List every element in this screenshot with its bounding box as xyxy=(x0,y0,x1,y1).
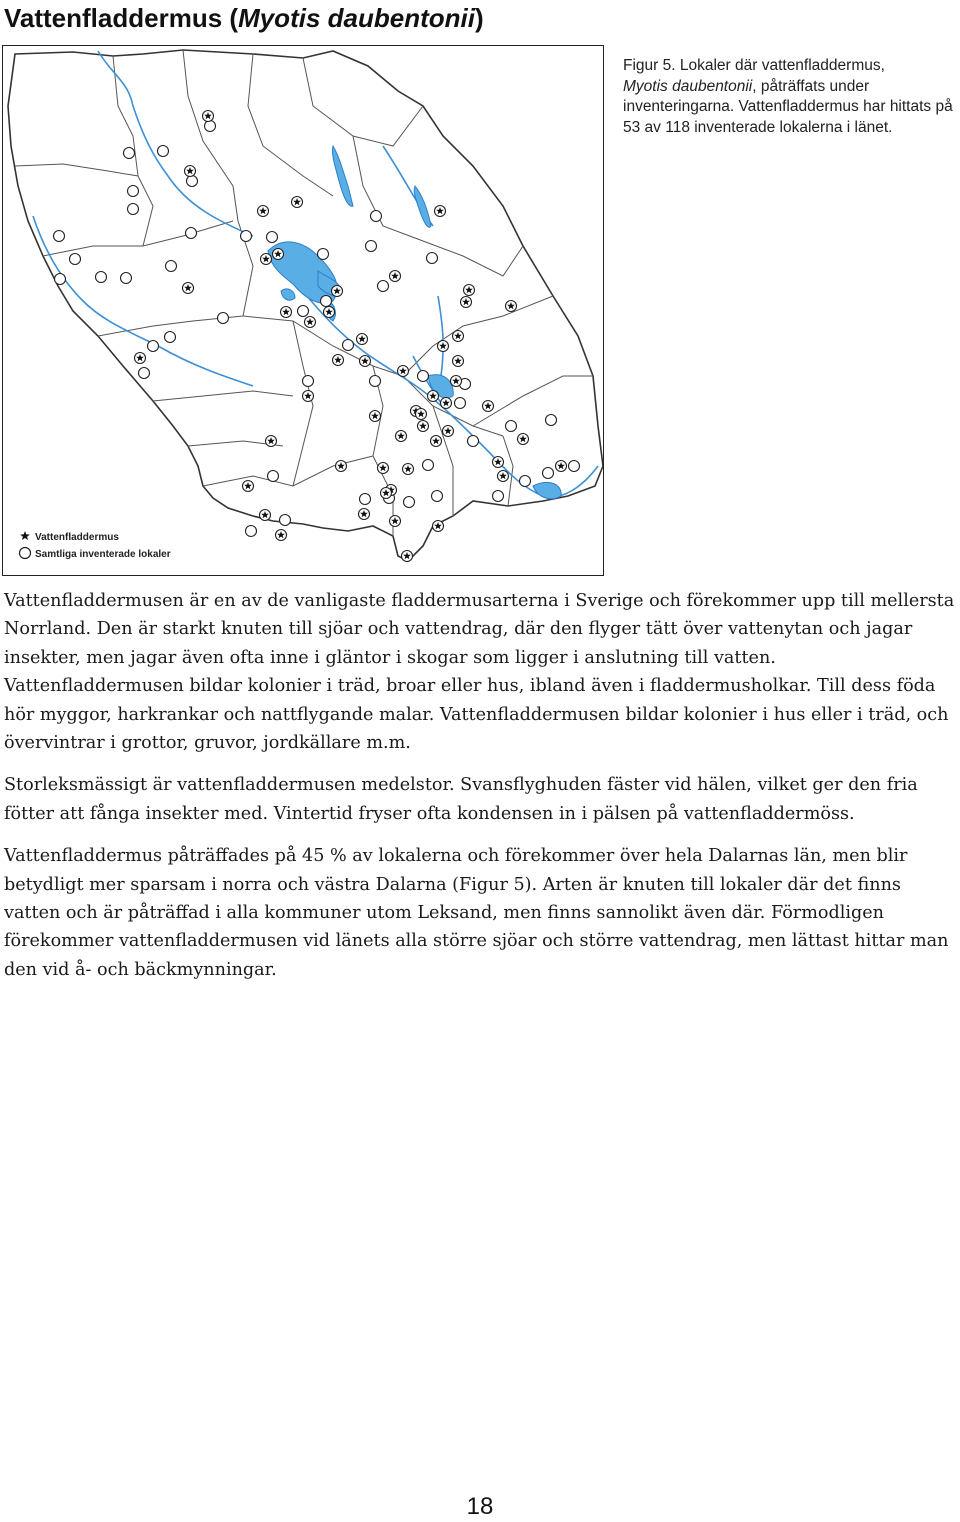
figure-caption xyxy=(623,56,960,138)
map-legend xyxy=(20,531,171,560)
survey-site-circle-icon xyxy=(121,273,132,284)
legend-surveyed xyxy=(20,548,171,561)
caption-species: Myotis daubentonii xyxy=(623,77,753,95)
survey-site-circle-icon xyxy=(493,491,504,502)
survey-site-circle-icon xyxy=(418,371,429,382)
survey-site-circle-icon xyxy=(371,211,382,222)
legend-found xyxy=(20,531,119,543)
survey-site-circle-icon xyxy=(423,460,434,471)
distribution-map xyxy=(2,45,604,576)
body-paragraph: Vattenfladdermusen är en av de vanligaste fladdermusarterna i Sverige och förekommer upp till mellersta Norrland. Den är starkt knuten till sjöar och vattendrag, där den flyger tätt över vattenytan och jagar insekter, men jagar även ofta inne i gläntor i skogar som ligger i anslutning till vatten. Vattenfladdermusen bildar kolonier i träd, broar eller hus, ibland även i fladdermusholkar. Till dess föda hör myggor, harkrankar och nattflygande malar. Vattenfladdermusen bildar kolonier i hus eller i träd, och övervintrar i grottor, gruvor, jordkällare m.m. xyxy=(4,591,955,754)
survey-site-circle-icon xyxy=(246,526,257,537)
survey-site-circle-icon xyxy=(187,176,198,187)
survey-site-circle-icon xyxy=(205,121,216,132)
survey-site-circle-icon xyxy=(455,398,466,409)
survey-site-circle-icon xyxy=(360,494,371,505)
survey-site-circle-icon xyxy=(366,241,377,252)
survey-site-circle-icon xyxy=(318,249,329,260)
survey-site-circle-icon xyxy=(55,274,66,285)
survey-site-circle-icon xyxy=(124,148,135,159)
survey-site-circle-icon xyxy=(139,368,150,379)
survey-site-circle-icon xyxy=(543,468,554,479)
heading-suffix: ) xyxy=(474,3,484,33)
legend-star-icon xyxy=(20,531,30,540)
survey-site-circle-icon xyxy=(241,231,252,242)
caption-rest: , påträffats under inventeringarna. Vattenfladdermus har hittats på 53 av 118 inventerade lokalerna i länet. xyxy=(623,77,953,136)
survey-site-circle-icon xyxy=(432,491,443,502)
legend-found-label: Vattenfladdermus xyxy=(35,532,119,543)
survey-site-circle-icon xyxy=(303,376,314,387)
survey-site-circle-icon xyxy=(520,476,531,487)
body-text xyxy=(4,587,956,998)
survey-site-circle-icon xyxy=(546,415,557,426)
survey-site-circle-icon xyxy=(378,281,389,292)
heading-species: Myotis daubentonii xyxy=(238,3,475,33)
survey-site-circle-icon xyxy=(268,471,279,482)
survey-site-circle-icon xyxy=(165,332,176,343)
survey-site-circle-icon xyxy=(218,313,229,324)
survey-site-circle-icon xyxy=(468,436,479,447)
map-canvas xyxy=(3,46,603,575)
caption-lead: Figur 5. Lokaler där vattenfladdermus, xyxy=(623,57,885,74)
heading-prefix: Vattenfladdermus ( xyxy=(4,3,239,33)
survey-site-circle-icon xyxy=(298,306,309,317)
survey-site-circle-icon xyxy=(186,228,197,239)
survey-site-circle-icon xyxy=(370,376,381,387)
survey-site-circle-icon xyxy=(166,261,177,272)
legend-surveyed-label: Samtliga inventerade lokaler xyxy=(35,549,171,560)
legend-circle-icon xyxy=(20,548,31,559)
survey-site-circle-icon xyxy=(70,254,81,265)
body-paragraph: Storleksmässigt är vattenfladdermusen medelstor. Svansflyghuden fäster vid hälen, vilket ger den fria fötter att fånga insekter med. Vintertid fryser ofta kondensen in i pälsen på vattenfladdermöss. xyxy=(4,775,918,824)
survey-site-circle-icon xyxy=(343,340,354,351)
survey-site-circle-icon xyxy=(427,253,438,264)
survey-site-circle-icon xyxy=(54,231,65,242)
survey-site-circle-icon xyxy=(158,146,169,157)
survey-site-circle-icon xyxy=(280,515,291,526)
survey-site-circle-icon xyxy=(128,204,139,215)
survey-site-circle-icon xyxy=(569,461,580,472)
survey-site-circle-icon xyxy=(128,186,139,197)
survey-site-circle-icon xyxy=(321,296,332,307)
survey-site-circle-icon xyxy=(506,421,517,432)
body-paragraph: Vattenfladdermus påträffades på 45 % av lokalerna och förekommer över hela Dalarnas län, men blir betydligt mer sparsam i norra och västra Dalarna (Figur 5). Arten är knuten till lokaler där det finns vatten och är påträffad i alla kommuner utom Leksand, men finns sannolikt även där. Förmodligen förekommer vattenfladdermusen vid länets alla större sjöar och större vattendrag, men lättast hittar man den vid å- och bäckmynningar. xyxy=(4,846,949,980)
survey-site-circle-icon xyxy=(96,272,107,283)
survey-site-circle-icon xyxy=(267,232,278,243)
survey-site-circle-icon xyxy=(404,497,415,508)
page-number: 18 xyxy=(466,1493,494,1520)
page-heading xyxy=(4,2,484,34)
survey-site-circle-icon xyxy=(148,341,159,352)
